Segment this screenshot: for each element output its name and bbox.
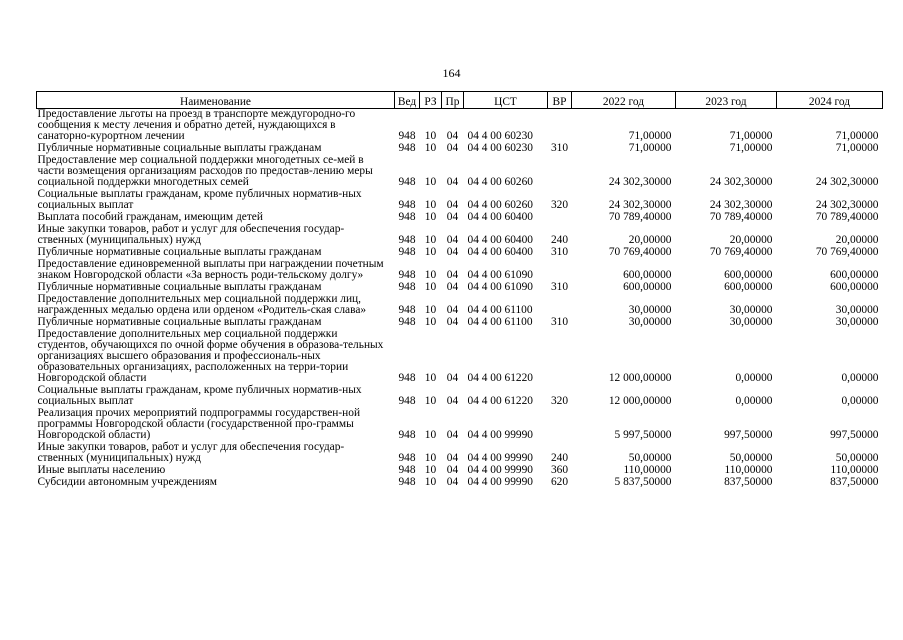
cell-rz: 10	[424, 316, 437, 328]
cell-name: Социальные выплаты гражданам, кроме публичных норматив-ных социальных выплат	[37, 188, 362, 211]
cell-pr: 04	[446, 234, 459, 246]
cell-vr: 320	[550, 199, 569, 211]
cell-pr: 04	[446, 452, 459, 464]
cell-pr: 04	[446, 281, 459, 293]
budget-table	[36, 91, 883, 489]
cell-name: Иные выплаты населению	[37, 464, 166, 476]
cell-name: Публичные нормативные социальные выплаты гражданам	[37, 142, 322, 154]
table-row	[37, 385, 883, 408]
table-header	[37, 92, 883, 109]
cell-ved: 948	[398, 176, 416, 188]
cell-2022: 5 837,50000	[614, 476, 672, 488]
cell-vr: 320	[550, 395, 569, 407]
cell-2023: 20,00000	[729, 234, 773, 246]
cell-2024: 600,00000	[830, 269, 879, 281]
table-row	[37, 155, 883, 189]
cell-name: Реализация прочих мероприятий подпрограммы государствен-ной программы Новгородской области (государственной про-граммы Новгородской области)	[37, 407, 361, 441]
cell-vr	[548, 329, 572, 385]
cell-vr: 310	[550, 142, 569, 154]
cell-2022: 600,00000	[623, 269, 672, 281]
cell-vr: 620	[550, 476, 569, 488]
cell-ved: 948	[398, 452, 416, 464]
cell-cst: 04 4 00 99990	[467, 452, 533, 464]
cell-cst: 04 4 00 61090	[467, 281, 533, 293]
cell-rz: 10	[424, 142, 437, 154]
cell-rz: 10	[424, 429, 437, 441]
cell-rz: 10	[424, 281, 437, 293]
cell-vr: 310	[550, 316, 569, 328]
cell-cst: 04 4 00 61090	[467, 269, 533, 281]
cell-2022: 71,00000	[628, 142, 672, 154]
cell-cst: 04 4 00 61100	[467, 316, 533, 328]
cell-2023: 71,00000	[729, 142, 773, 154]
cell-vr: 310	[550, 246, 569, 258]
cell-cst: 04 4 00 61220	[467, 372, 533, 384]
header-cst: ЦСТ	[464, 92, 548, 109]
cell-2023: 997,50000	[724, 429, 773, 441]
header-pr: Пр	[442, 92, 464, 109]
cell-2024: 0,00000	[841, 395, 879, 407]
cell-name: Субсидии автономным учреждениям	[37, 476, 217, 488]
cell-cst: 04 4 00 60400	[467, 246, 533, 258]
cell-cst: 04 4 00 61100	[467, 304, 533, 316]
cell-ved: 948	[398, 246, 416, 258]
cell-pr: 04	[446, 464, 459, 476]
cell-2023: 110,00000	[724, 464, 773, 476]
cell-name: Публичные нормативные социальные выплаты гражданам	[37, 246, 322, 258]
table-row	[37, 109, 883, 144]
cell-cst: 04 4 00 99990	[467, 464, 533, 476]
cell-rz: 10	[424, 176, 437, 188]
cell-pr: 04	[446, 429, 459, 441]
table-row	[37, 329, 883, 385]
cell-rz: 10	[424, 211, 437, 223]
table-row	[37, 477, 883, 489]
cell-pr: 04	[446, 176, 459, 188]
cell-2022: 20,00000	[628, 234, 672, 246]
cell-cst: 04 4 00 60260	[467, 176, 533, 188]
cell-rz: 10	[424, 476, 437, 488]
cell-vr	[548, 155, 572, 189]
header-2022: 2022 год	[572, 92, 676, 109]
cell-rz: 10	[424, 395, 437, 407]
cell-ved: 948	[398, 234, 416, 246]
cell-vr: 240	[550, 234, 569, 246]
cell-cst: 04 4 00 99990	[467, 476, 533, 488]
cell-2023: 30,00000	[729, 304, 773, 316]
header-ved: Вед	[395, 92, 420, 109]
cell-2023: 0,00000	[735, 395, 773, 407]
cell-name: Предоставление льготы на проезд в транспорте междугородно-го сообщения к месту лечения и обратно детей, нуждающихся в санаторно-курортном лечении	[37, 108, 356, 142]
cell-vr	[548, 408, 572, 442]
cell-ved: 948	[398, 395, 416, 407]
cell-name: Иные закупки товаров, работ и услуг для обеспечения государ-ственных (муниципальных) нужд	[37, 223, 345, 246]
cell-rz: 10	[424, 234, 437, 246]
cell-ved: 948	[398, 269, 416, 281]
cell-2023: 24 302,30000	[709, 176, 773, 188]
cell-ved: 948	[398, 304, 416, 316]
cell-ved: 948	[398, 316, 416, 328]
cell-name: Предоставление мер социальной поддержки многодетных се-мей в части возмещения организациям расходов по предостав-лению меры социальной поддержки многодетных семей	[37, 154, 373, 188]
cell-2022: 30,00000	[628, 316, 672, 328]
header-name: Наименование	[37, 92, 395, 109]
cell-2024: 30,00000	[835, 316, 879, 328]
cell-rz: 10	[424, 269, 437, 281]
page-number: 164	[442, 66, 461, 80]
cell-ved: 948	[398, 211, 416, 223]
cell-pr: 04	[446, 304, 459, 316]
cell-2023: 50,00000	[729, 452, 773, 464]
table-row	[37, 408, 883, 442]
table-row	[37, 294, 883, 317]
cell-2023: 70 769,40000	[709, 246, 773, 258]
cell-2024: 20,00000	[835, 234, 879, 246]
cell-2023: 600,00000	[724, 269, 773, 281]
cell-2022: 24 302,30000	[608, 176, 672, 188]
cell-2022: 12 000,00000	[608, 372, 672, 384]
cell-ved: 948	[398, 199, 416, 211]
cell-vr	[548, 109, 572, 144]
cell-2024: 71,00000	[835, 130, 879, 142]
cell-rz: 10	[424, 452, 437, 464]
cell-2022: 70 769,40000	[608, 246, 672, 258]
cell-name: Публичные нормативные социальные выплаты гражданам	[37, 281, 322, 293]
cell-rz: 10	[424, 199, 437, 211]
cell-rz: 10	[424, 464, 437, 476]
cell-pr: 04	[446, 199, 459, 211]
cell-cst: 04 4 00 60260	[467, 199, 533, 211]
cell-2024: 24 302,30000	[815, 176, 879, 188]
cell-ved: 948	[398, 464, 416, 476]
cell-2024: 997,50000	[830, 429, 879, 441]
cell-cst: 04 4 00 99990	[467, 429, 533, 441]
cell-pr: 04	[446, 316, 459, 328]
cell-ved: 948	[398, 476, 416, 488]
cell-vr	[548, 259, 572, 282]
cell-2023: 71,00000	[729, 130, 773, 142]
cell-ved: 948	[398, 281, 416, 293]
cell-2022: 12 000,00000	[608, 395, 672, 407]
table-row	[37, 259, 883, 282]
cell-ved: 948	[398, 142, 416, 154]
cell-2023: 24 302,30000	[709, 199, 773, 211]
cell-2024: 0,00000	[841, 372, 879, 384]
table-body	[37, 109, 883, 490]
cell-ved: 948	[398, 429, 416, 441]
cell-2022: 50,00000	[628, 452, 672, 464]
cell-pr: 04	[446, 246, 459, 258]
cell-vr	[548, 212, 572, 224]
cell-2024: 70 769,40000	[815, 246, 879, 258]
cell-cst: 04 4 00 60400	[467, 211, 533, 223]
cell-2022: 70 789,40000	[608, 211, 672, 223]
cell-2024: 837,50000	[830, 476, 879, 488]
cell-2024: 30,00000	[835, 304, 879, 316]
cell-name: Предоставление дополнительных мер социальной поддержки студентов, обучающихся по очной форме обучения в образова-тельных организациях высшего образования и профессиональ-ных образовательных организациях, расположенных на терри-тории Новгородской области	[37, 328, 384, 384]
cell-pr: 04	[446, 130, 459, 142]
cell-pr: 04	[446, 372, 459, 384]
cell-2022: 71,00000	[628, 130, 672, 142]
cell-vr	[548, 294, 572, 317]
cell-name: Выплата пособий гражданам, имеющим детей	[37, 211, 263, 223]
cell-vr: 360	[550, 464, 569, 476]
cell-2022: 110,00000	[623, 464, 672, 476]
header-vr: ВР	[548, 92, 572, 109]
cell-pr: 04	[446, 142, 459, 154]
cell-rz: 10	[424, 246, 437, 258]
cell-2024: 110,00000	[830, 464, 879, 476]
cell-cst: 04 4 00 61220	[467, 395, 533, 407]
cell-pr: 04	[446, 211, 459, 223]
header-rz: РЗ	[420, 92, 442, 109]
cell-cst: 04 4 00 60230	[467, 142, 533, 154]
cell-2023: 600,00000	[724, 281, 773, 293]
cell-name: Иные закупки товаров, работ и услуг для обеспечения государ-ственных (муниципальных) нужд	[37, 441, 345, 464]
cell-pr: 04	[446, 395, 459, 407]
header-2024: 2024 год	[777, 92, 883, 109]
cell-vr: 240	[550, 452, 569, 464]
cell-name: Предоставление дополнительных мер социальной поддержки лиц, награжденных медалью ордена или орденом «Родитель-ская слава»	[37, 293, 367, 316]
table-row	[37, 442, 883, 465]
cell-2024: 70 789,40000	[815, 211, 879, 223]
cell-name: Публичные нормативные социальные выплаты гражданам	[37, 316, 322, 328]
cell-2022: 5 997,50000	[614, 429, 672, 441]
cell-2022: 24 302,30000	[608, 199, 672, 211]
cell-2023: 837,50000	[724, 476, 773, 488]
cell-rz: 10	[424, 372, 437, 384]
cell-ved: 948	[398, 372, 416, 384]
cell-name: Социальные выплаты гражданам, кроме публичных норматив-ных социальных выплат	[37, 384, 362, 407]
cell-rz: 10	[424, 130, 437, 142]
table-row	[37, 224, 883, 247]
cell-2024: 71,00000	[835, 142, 879, 154]
table-row	[37, 189, 883, 212]
cell-2024: 600,00000	[830, 281, 879, 293]
cell-2024: 24 302,30000	[815, 199, 879, 211]
cell-rz: 10	[424, 304, 437, 316]
cell-2023: 30,00000	[729, 316, 773, 328]
cell-2024: 50,00000	[835, 452, 879, 464]
cell-ved: 948	[398, 130, 416, 142]
header-2023: 2023 год	[676, 92, 777, 109]
cell-cst: 04 4 00 60400	[467, 234, 533, 246]
cell-2022: 30,00000	[628, 304, 672, 316]
cell-pr: 04	[446, 476, 459, 488]
cell-name: Предоставление единовременной выплаты при награждении почетным знаком Новгородской области «За верность роди-тельскому долгу»	[37, 258, 384, 281]
cell-2022: 600,00000	[623, 281, 672, 293]
cell-2023: 0,00000	[735, 372, 773, 384]
cell-cst: 04 4 00 60230	[467, 130, 533, 142]
cell-2023: 70 789,40000	[709, 211, 773, 223]
cell-vr: 310	[550, 281, 569, 293]
cell-pr: 04	[446, 269, 459, 281]
